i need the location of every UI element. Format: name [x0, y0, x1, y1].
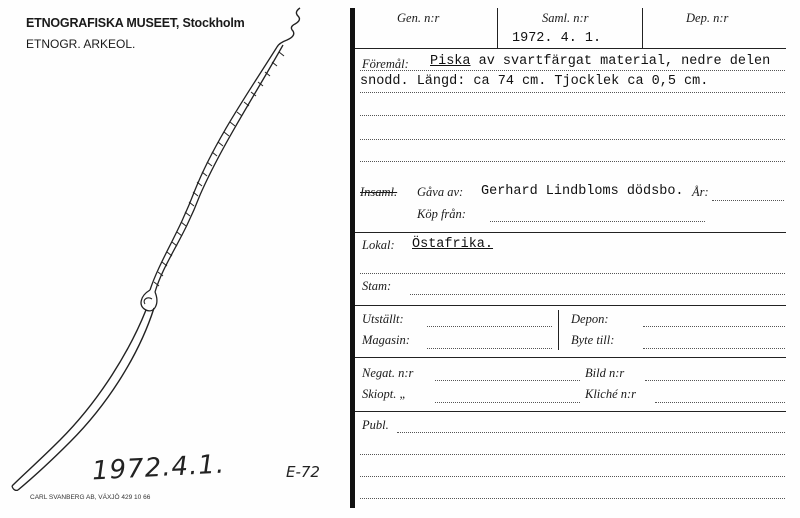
publ-label: Publ.	[362, 418, 389, 432]
foremal-description: av svartfärgat material, nedre delen	[470, 54, 771, 69]
divider-line	[355, 411, 786, 412]
dotted-line	[360, 70, 785, 71]
dotted-line	[360, 92, 785, 93]
catalog-form	[355, 8, 786, 508]
dotted-line	[427, 348, 552, 349]
depon-label: Depon:	[571, 312, 609, 326]
foremal-object-name: Piska	[430, 54, 471, 69]
divider-line	[355, 232, 786, 233]
dotted-line	[360, 273, 785, 274]
gava-value: Gerhard Lindbloms dödsbo.	[481, 184, 684, 199]
gen-nr-label: Gen. n:r	[397, 11, 440, 25]
dotted-line	[435, 402, 580, 403]
bild-label: Bild n:r	[585, 366, 625, 380]
dep-nr-label: Dep. n:r	[686, 11, 729, 25]
dotted-line	[435, 380, 580, 381]
dotted-line	[427, 326, 552, 327]
skiopt-label: Skiopt. „	[362, 387, 407, 401]
dotted-line	[360, 161, 785, 162]
divider-line	[355, 305, 786, 306]
museum-department: ETNOGR. ARKEOL.	[26, 37, 136, 51]
magasin-label: Magasin:	[362, 333, 410, 347]
lokal-value: Östafrika.	[412, 237, 494, 252]
whip-drawing-icon	[0, 0, 350, 500]
dotted-line	[643, 348, 785, 349]
lokal-label: Lokal:	[362, 238, 395, 252]
saml-nr-label: Saml. n:r	[542, 11, 589, 25]
kliche-label: Kliché n:r	[585, 387, 637, 401]
dotted-line	[712, 200, 784, 201]
dotted-line	[643, 326, 785, 327]
dotted-line	[490, 221, 705, 222]
byte-label: Byte till:	[571, 333, 615, 347]
saml-nr-value: 1972. 4. 1.	[512, 31, 602, 46]
museum-name: ETNOGRAFISKA MUSEET, Stockholm	[26, 16, 245, 30]
foremal-label: Föremål:	[362, 57, 409, 71]
header-divider	[497, 8, 498, 48]
handwritten-catalog-number: 1972.4.1.	[91, 449, 226, 487]
dotted-line	[360, 476, 785, 477]
dotted-line	[360, 115, 785, 116]
divider-line	[355, 48, 786, 49]
handwritten-signature: E-72	[286, 463, 320, 481]
utstallt-label: Utställt:	[362, 312, 404, 326]
storage-divider	[558, 310, 559, 350]
header-divider	[642, 8, 643, 48]
stam-label: Stam:	[362, 279, 392, 293]
foremal-line2: snodd. Längd: ca 74 cm. Tjocklek ca 0,5 cm.	[360, 74, 709, 89]
dotted-line	[410, 294, 785, 295]
dotted-line	[360, 139, 785, 140]
divider-line	[355, 357, 786, 358]
gava-label: Gåva av:	[417, 185, 464, 199]
dotted-line	[655, 402, 785, 403]
dotted-line	[360, 498, 785, 499]
printer-imprint: CARL SVANBERG AB, VÄXJÖ 429 10 66	[30, 494, 151, 501]
dotted-line	[397, 432, 785, 433]
kop-label: Köp från:	[417, 207, 466, 221]
insaml-label: Insaml.	[360, 185, 398, 199]
ar-label: År:	[692, 185, 709, 199]
dotted-line	[645, 380, 785, 381]
negat-label: Negat. n:r	[362, 366, 414, 380]
foremal-value	[430, 54, 770, 69]
dotted-line	[360, 454, 785, 455]
